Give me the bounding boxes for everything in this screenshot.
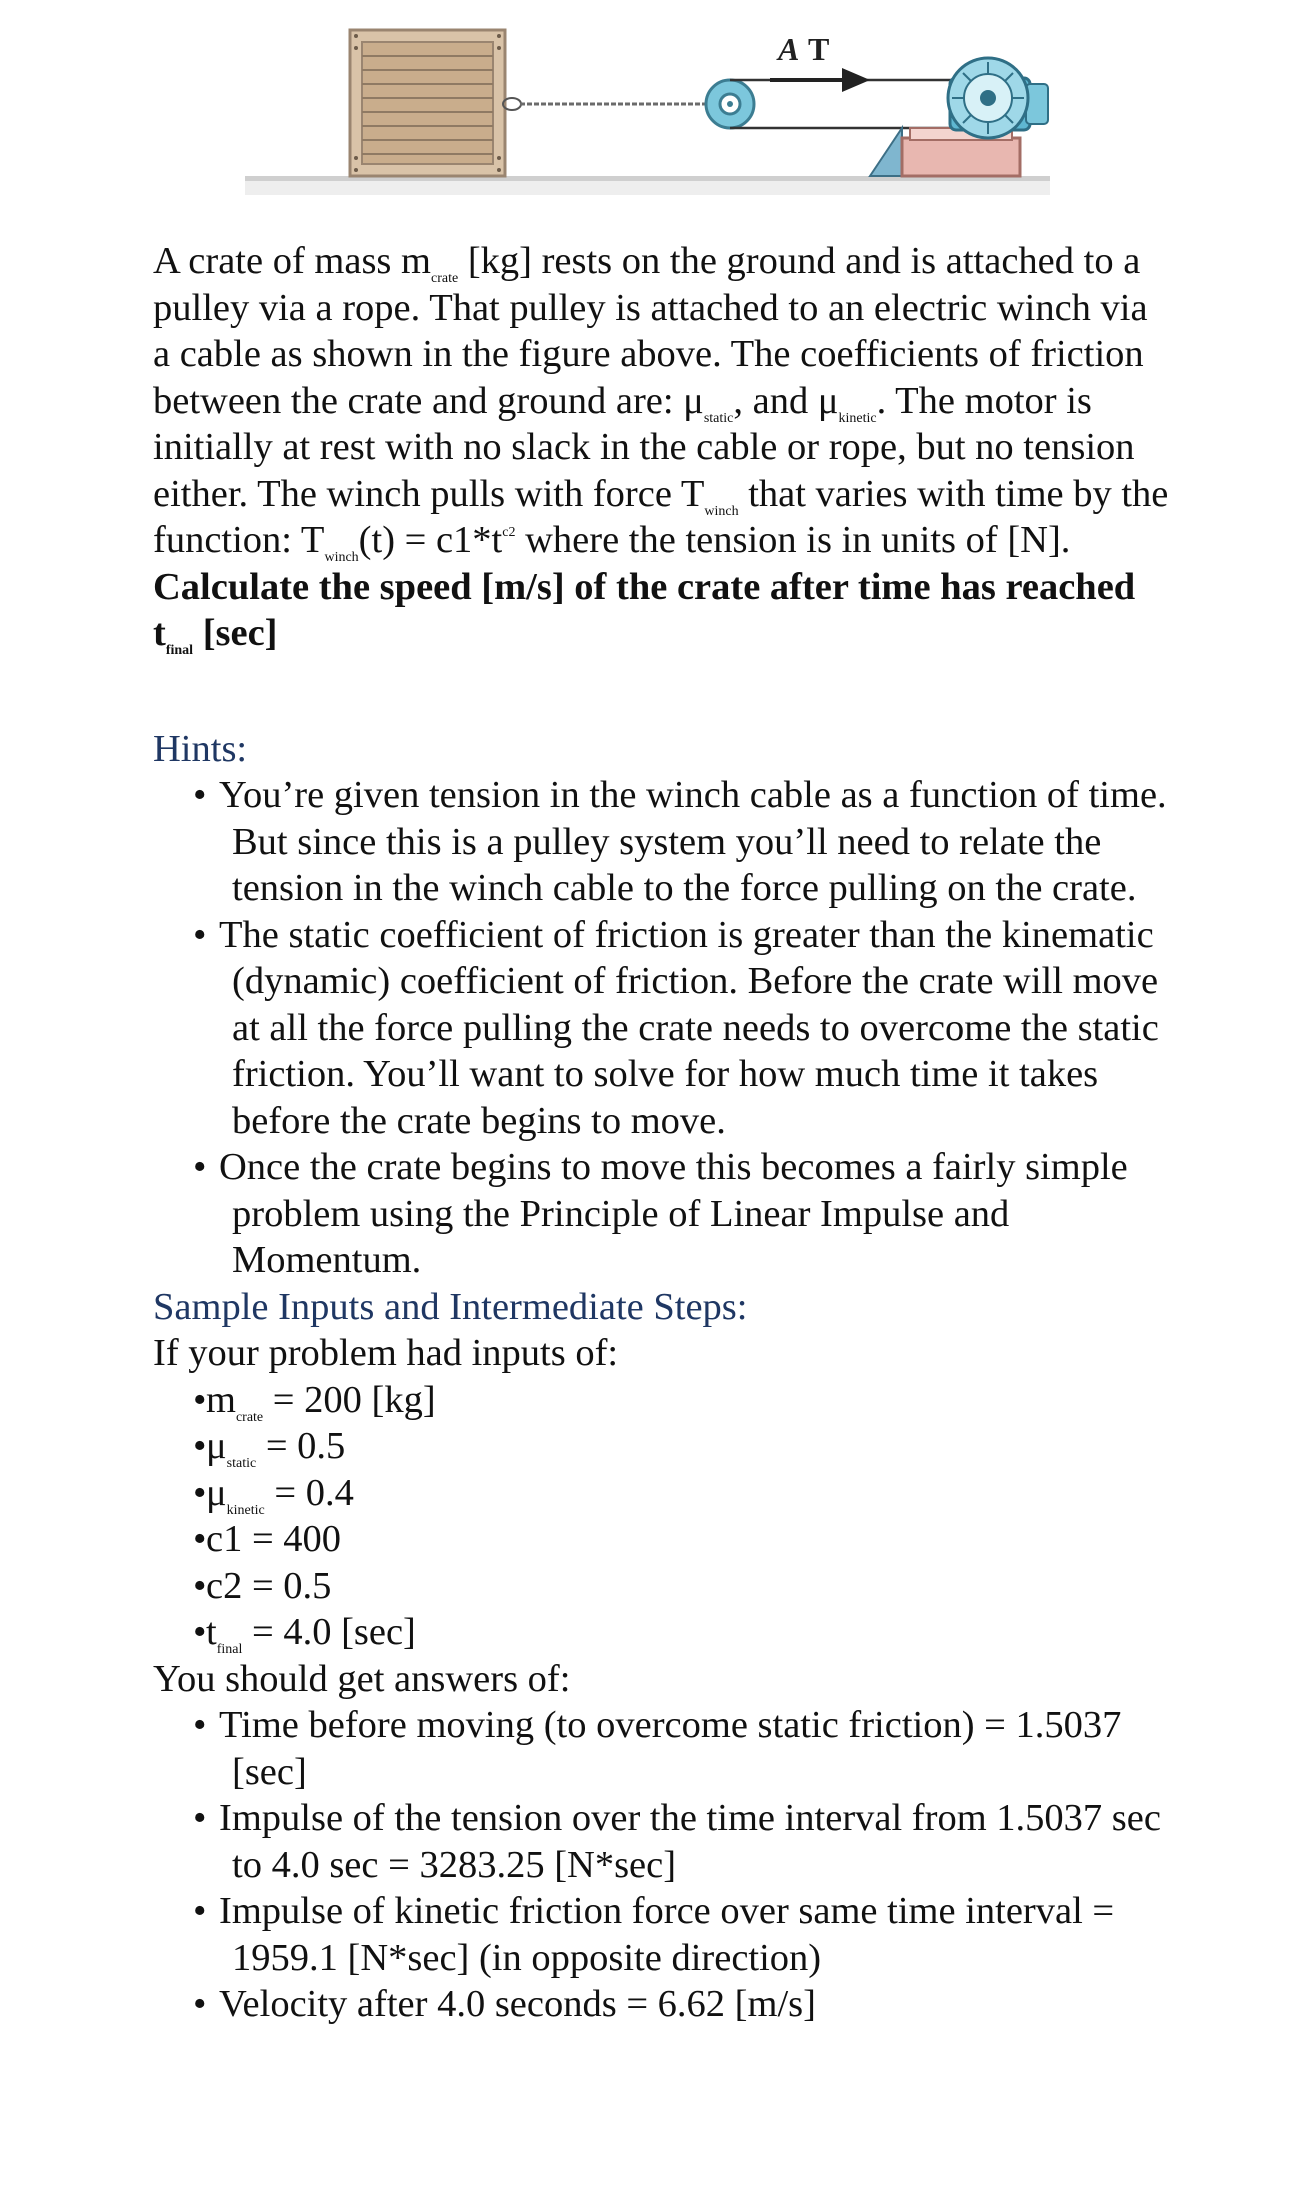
input-item-mu-kinetic [153, 1470, 1173, 1517]
sample-intro: If your problem had inputs of: [153, 1332, 619, 1374]
input-item-c1 [153, 1516, 1173, 1563]
subscript-winch: winch [704, 503, 739, 519]
question [153, 565, 1136, 658]
subscript-static: static [703, 410, 734, 426]
tension-arrow [770, 68, 870, 92]
answer-item: • Velocity after 4.0 seconds = 6.62 [m/s] [153, 1981, 1173, 2028]
input-item-t-final [153, 1609, 1173, 1656]
input-value: = 4.0 [sec] [242, 1611, 416, 1653]
answer-item: • Impulse of the tension over the time interval from 1.5037 sec to 4.0 sec = 3283.25 [N*sec] [153, 1795, 1173, 1888]
answers-list [153, 1702, 1173, 2028]
input-item-c2 [153, 1563, 1173, 1610]
problem-text-2: [kg] rests on the ground and is attached to a pulley via a rope. That pulley is attached to an electric winch via a cable as shown in the figure above. The coefficients of friction between the crate and ground are: μ [153, 240, 1148, 422]
input-symbol: m [206, 1378, 236, 1421]
problem-statement [153, 238, 1173, 657]
input-subscript: crate [235, 1409, 264, 1425]
subscript-kinetic: kinetic [838, 410, 877, 426]
input-symbol: μ [206, 1425, 227, 1467]
problem-text-4: . The motor is initially at rest with no slack in the cable or rope, but no tension either. The winch pulls with force T [153, 379, 1135, 515]
input-symbol: c2 = 0.5 [206, 1564, 332, 1607]
subscript-crate: crate [430, 271, 459, 286]
subscript-winch-2: winch [324, 550, 359, 565]
question-text-2: [sec] [193, 612, 278, 654]
subscript-final: final [165, 643, 194, 658]
hint-item: • Once the crate begins to move this becomes a fairly simple problem using the Principle of Linear Impulse and Momentum. [153, 1144, 1173, 1284]
hint-item: • The static coefficient of friction is greater than the kinematic (dynamic) coefficient of friction. Before the crate will move at all the force pulling the crate needs to overcome the static friction. You’ll want to solve for how much time it takes before the crate begins to move. [153, 912, 1173, 1145]
answer-item: • Impulse of kinetic friction force over same time interval = 1959.1 [N*sec] (in opposite direction) [153, 1888, 1173, 1981]
label-t: T [808, 31, 830, 67]
sample-inputs-list [153, 1377, 1173, 1656]
crate-pulley-winch-figure [230, 18, 1070, 208]
input-symbol: t [206, 1611, 217, 1653]
superscript-c2: c2 [502, 525, 516, 540]
input-value: = 0.5 [256, 1425, 346, 1467]
problem-text-7: where the tension is in units of [N]. [515, 519, 1071, 561]
problem-text-5: that varies with time by the function: T [153, 472, 1169, 561]
problem-text-6: (t) = c1*t [358, 519, 503, 561]
input-subscript: final [216, 1642, 243, 1657]
input-item-mu-static [153, 1423, 1173, 1470]
hint-item: • You’re given tension in the winch cable as a function of time. But since this is a pulley system you’ll need to relate the tension in the winch cable to the force pulling on the crate. [153, 772, 1173, 912]
input-subscript: static [226, 1456, 257, 1471]
input-value: = 200 [kg] [263, 1378, 436, 1421]
hints-heading: Hints: [153, 727, 248, 770]
input-item-mass [153, 1377, 1173, 1424]
answers-intro: You should get answers of: [153, 1657, 571, 1700]
input-symbol: μ [206, 1471, 227, 1514]
input-subscript: kinetic [226, 1502, 265, 1518]
question-text-1: Calculate the speed [m/s] of the crate after time has reached t [153, 565, 1136, 654]
problem-text-3: , and μ [733, 379, 839, 422]
label-a: A [778, 31, 800, 67]
answer-item: • Time before moving (to overcome static friction) = 1.5037 [sec] [153, 1702, 1173, 1795]
input-value: = 0.4 [264, 1471, 354, 1514]
problem-text-1: A crate of mass m [153, 240, 431, 282]
pulley [706, 80, 754, 128]
rope [503, 98, 732, 110]
ground-line [245, 176, 1050, 195]
crate [350, 30, 505, 176]
sample-heading: Sample Inputs and Intermediate Steps: [153, 1285, 748, 1328]
input-symbol: c1 = 400 [206, 1518, 342, 1560]
problem-content [153, 238, 1173, 2028]
winch-motor [948, 58, 1048, 138]
hints-list [153, 772, 1173, 1284]
pulley-support [870, 128, 902, 176]
